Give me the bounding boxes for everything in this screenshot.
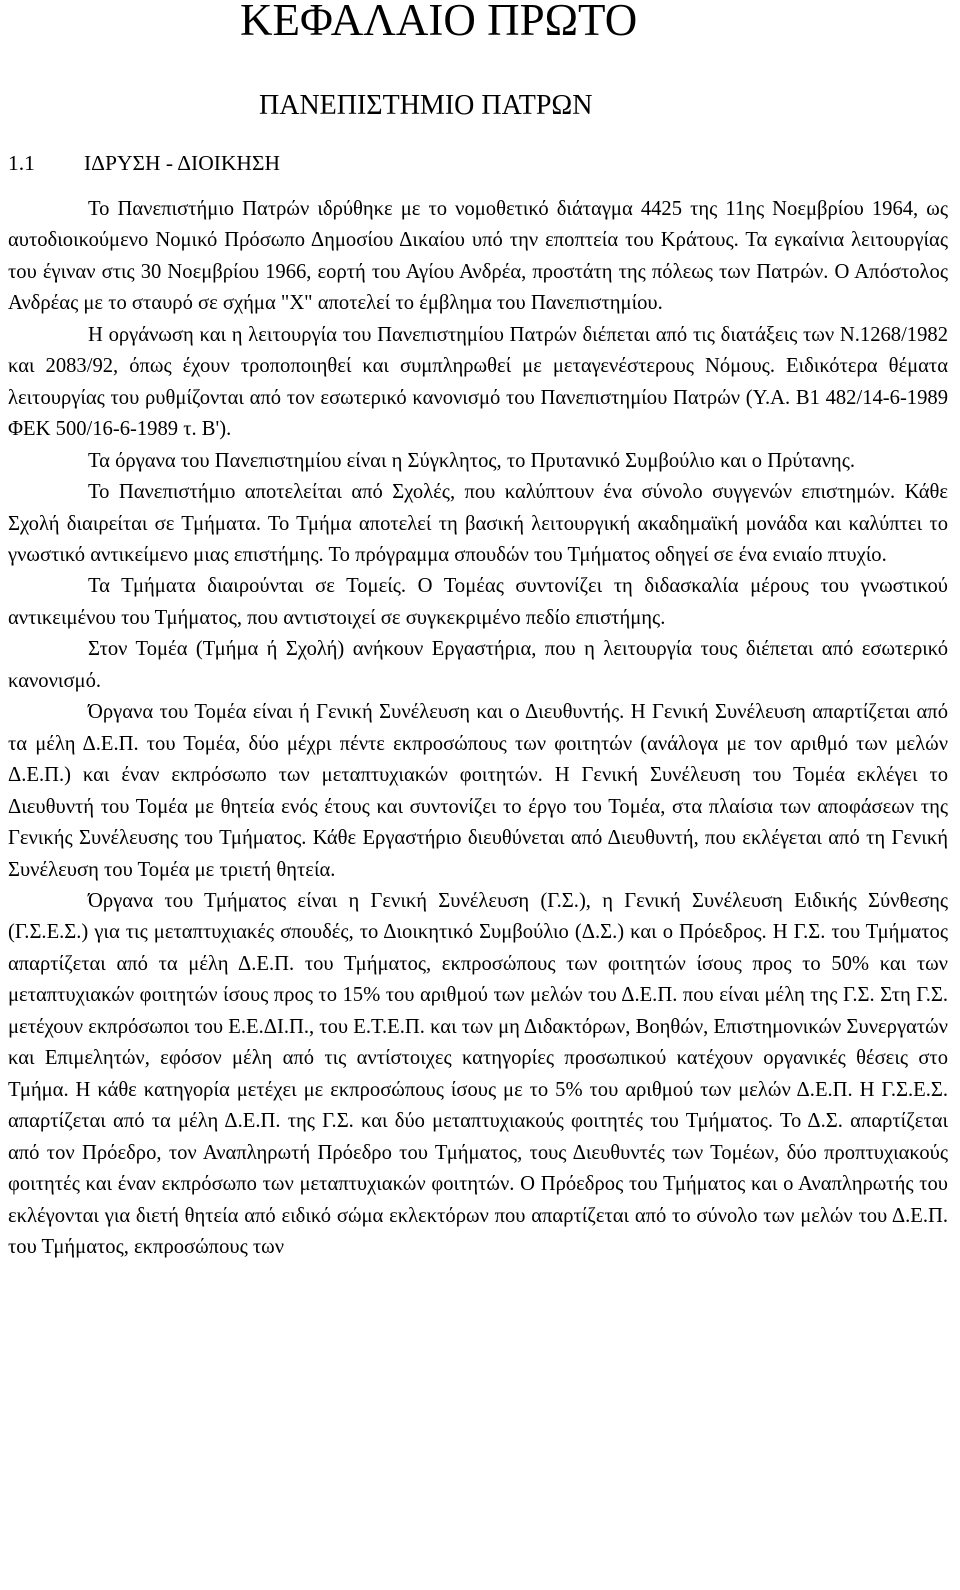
paragraph: Η οργάνωση και η λειτουργία του Πανεπιστημίου Πατρών διέπεται από τις διατάξεις των Ν.1268/1982 και 2083/92, όπως έχουν τροποποιηθεί και συμπληρωθεί με μεταγενέστερους Νόμους. Ειδικότερα θέματα λειτουργίας του ρυθμίζονται από τον εσωτερικό κανονισμό του Πανεπιστημίου Πατρών (Υ.Α. Β1 482/14-6-1989 ΦΕΚ 500/16-6-1989 τ. Β'). bbox=[8, 323, 948, 441]
paragraph: Το Πανεπιστήμιο Πατρών ιδρύθηκε με το νομοθετικό διάταγμα 4425 της 11ης Νοεμβρίου 1964, ως αυτοδιοικούμενο Νομικό Πρόσωπο Δημοσίου Δικαίου υπό την εποπτεία του Κράτους. Τα εγκαίνια λειτουργίας του έγιναν στις 30 Νοεμβρίου 1966, εορτή του Αγίου Ανδρέα, προστάτη της πόλεως των Πατρών. Ο Απόστολος Ανδρέας με το σταυρό σε σχήμα "Χ" αποτελεί το έμβλημα του Πανεπιστημίου. bbox=[8, 198, 948, 315]
paragraph: Τα όργανα του Πανεπιστημίου είναι η Σύγκλητος, το Πρυτανικό Συμβούλιο και ο Πρύτανης. bbox=[88, 449, 855, 472]
section-number: 1.1 bbox=[8, 151, 35, 175]
section-title: ΙΔΡΥΣΗ - ΔΙΟΙΚΗΣΗ bbox=[84, 151, 280, 175]
section-heading bbox=[8, 148, 280, 178]
paragraph: Όργανα του Τομέα είναι ή Γενική Συνέλευση και ο Διευθυντής. Η Γενική Συνέλευση απαρτίζεται από τα μέλη Δ.Ε.Π. του Τομέα, δύο μέχρι πέντε εκπροσώπους των φοιτητών (ανάλογα με τον αριθμό των μελών Δ.Ε.Π.) και έναν εκπρόσωπο των μεταπτυχιακών φοιτητών. Η Γενική Συνέλευση του Τομέα εκλέγει το Διευθυντή του Τομέα με θητεία ενός έτους και συντονίζει το έργο του Τομέα, στα πλαίσια των αποφάσεων της Γενικής Συνέλευσης του Τμήματος. Κάθε Εργαστήριο διευθύνεται από Διευθυντή, που εκλέγεται από τη Γενική Συνέλευση του Τομέα με τριετή θητεία. bbox=[8, 701, 948, 881]
body-text bbox=[8, 194, 948, 1263]
university-title: ΠΑΝΕΠΙΣΤΗΜΙΟ ΠΑΤΡΩΝ bbox=[259, 90, 593, 121]
paragraph: Όργανα του Τμήματος είναι η Γενική Συνέλευση (Γ.Σ.), η Γενική Συνέλευση Ειδικής Σύνθεσης (Γ.Σ.Ε.Σ.) για τις μεταπτυχιακές σπουδές, το Διοικητικό Συμβούλιο (Δ.Σ.) και ο Πρόεδρος. Η Γ.Σ. του Τμήματος απαρτίζεται από τα μέλη Δ.Ε.Π. του Τμήματος, εκπροσώπους των φοιτητών ίσους προς το 50% και των μεταπτυχιακών φοιτητών ίσους προς το 15% του αριθμού των μελών του Δ.Ε.Π. που είναι μέλη της Γ.Σ. Στη Γ.Σ. μετέχουν εκπρόσωποι του Ε.Ε.ΔΙ.Π., του Ε.Τ.Ε.Π. και των μη Διδακτόρων, Βοηθών, Επιστημονικών Συνεργατών και Επιμελητών, εφόσον μέλη από τις αντίστοιχες κατηγορίες προσωπικού κατέχουν οργανικές θέσεις στο Τμήμα. Η κάθε κατηγορία μετέχει με εκπροσώπους ίσους με το 5% του αριθμού των μελών Δ.Ε.Π. Η Γ.Σ.Ε.Σ. απαρτίζεται από τα μέλη Δ.Ε.Π. της Γ.Σ. και δύο μεταπτυχιακούς φοιτητές του Τμήματος. Το Δ.Σ. απαρτίζεται από τον Πρόεδρο, τον Αναπληρωτή Πρόεδρο του Τμήματος, τους Διευθυντές των Τομέων, δύο προπτυχιακούς φοιτητές και έναν εκπρόσωπο των μεταπτυχιακών φοιτητών. Ο Πρόεδρος του Τμήματος και ο Αναπληρωτής του εκλέγονται για διετή θητεία από ειδικό σώμα εκλεκτόρων που απαρτίζεται από το σύνολο των μελών του Δ.Ε.Π. του Τμήματος, εκπροσώπους των bbox=[8, 889, 948, 1258]
paragraph: Τα Τμήματα διαιρούνται σε Τομείς. Ο Τομέας συντονίζει τη διδασκαλία μέρους του γνωστικού αντικειμένου του Τμήματος, που αντιστοιχεί σε συγκεκριμένο πεδίο επιστήμης. bbox=[8, 575, 948, 629]
paragraph: Στον Τομέα (Τμήμα ή Σχολή) ανήκουν Εργαστήρια, που η λειτουργία τους διέπεται από εσωτερικό κανονισμό. bbox=[8, 638, 948, 692]
paragraph: Το Πανεπιστήμιο αποτελείται από Σχολές, που καλύπτουν ένα σύνολο συγγενών επιστημών. Κάθε Σχολή διαιρείται σε Τμήματα. Το Τμήμα αποτελεί τη βασική λειτουργική ακαδημαϊκή μονάδα και καλύπτει το γνωστικό αντικείμενο μιας επιστήμης. Το πρόγραμμα σπουδών του Τμήματος οδηγεί σε ένα ενιαίο πτυχίο. bbox=[8, 481, 948, 566]
chapter-title: ΚΕΦΑΛΑΙΟ ΠΡΩΤΟ bbox=[240, 0, 638, 45]
